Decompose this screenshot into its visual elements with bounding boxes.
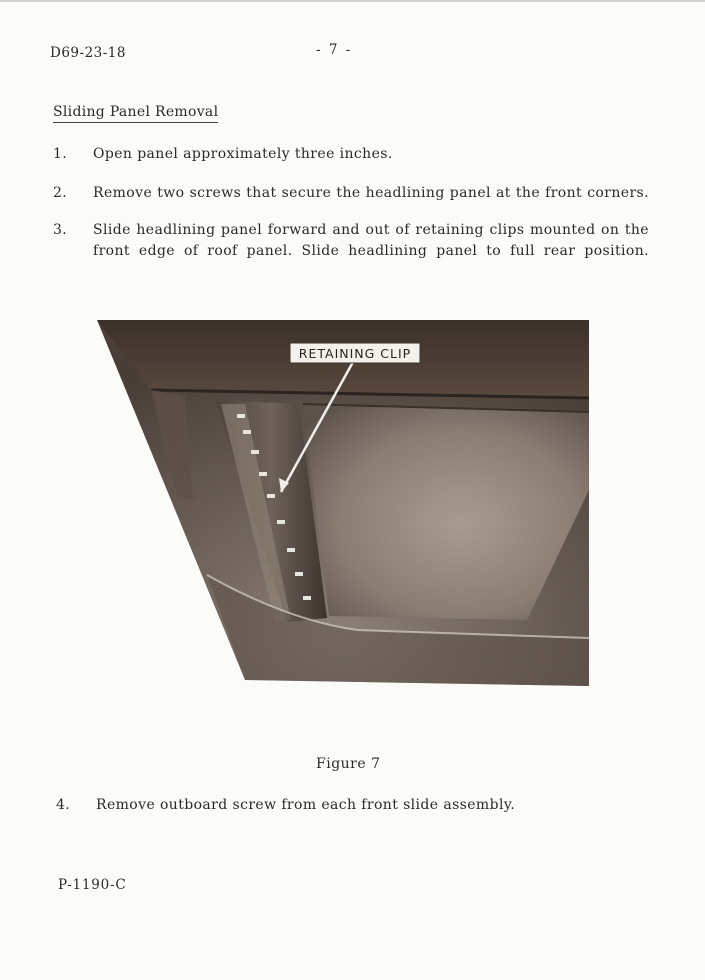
callout-label: RETAINING CLIP xyxy=(298,346,412,361)
step-text: Remove outboard screw from each front slide assembly. xyxy=(96,797,516,813)
figure-7-photo xyxy=(97,320,589,686)
document-id: D69-23-18 xyxy=(50,45,126,61)
step-text: Remove two screws that secure the headlining panel at the front corners. xyxy=(93,185,649,201)
step-text-line-2: front edge of roof panel. Slide headlining panel to full rear position. xyxy=(93,243,649,259)
step-text-line-1: Slide headlining panel forward and out of retaining clips mounted on the xyxy=(93,222,649,238)
step-number: 1. xyxy=(53,146,68,162)
step-number: 3. xyxy=(53,222,68,238)
step-number: 4. xyxy=(56,797,71,813)
step-text: Open panel approximately three inches. xyxy=(93,146,393,162)
figure-caption: Figure 7 xyxy=(316,756,381,772)
section-title: Sliding Panel Removal xyxy=(53,104,218,123)
top-edge-line xyxy=(0,0,705,2)
step-number: 2. xyxy=(53,185,68,201)
page-number: - 7 - xyxy=(316,42,353,58)
footer-document-id: P-1190-C xyxy=(58,877,127,893)
